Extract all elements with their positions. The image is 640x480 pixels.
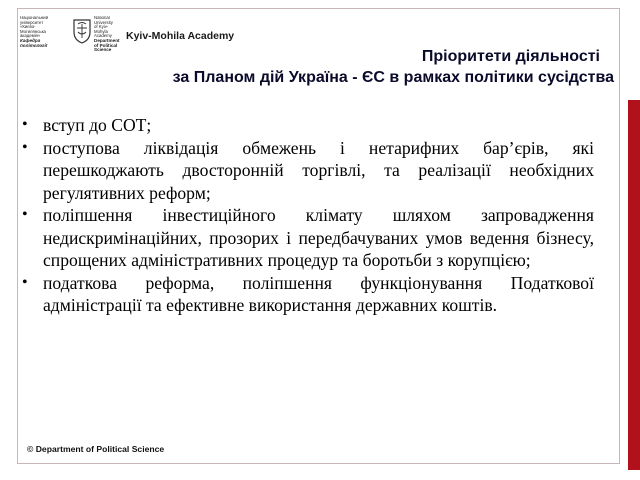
- list-item-text: поліпшення інвестиційного клімату шляхом запровадження недискримінаційних, прозорих і передбачуваних умов ведення бізнесу, спрощених адміністративних процедур та боротьби з корупцією;: [43, 205, 594, 270]
- list-item: [22, 137, 594, 205]
- logo-right-line: Academy: [94, 33, 112, 39]
- logo-right-dept: of Political: [94, 42, 118, 48]
- logo-left-line: Могилянська: [20, 28, 46, 34]
- title-line-1: Пріоритети діяльності: [421, 48, 600, 65]
- logo-left-line: Національний: [20, 16, 48, 20]
- bullet-icon: •: [22, 273, 28, 291]
- bullet-icon: •: [22, 116, 28, 133]
- bullet-icon: •: [22, 206, 28, 223]
- footer-copyright: © Department of Political Science: [27, 444, 165, 454]
- bullet-list-container: [22, 114, 594, 317]
- logo-right-line: of Kyiv-: [94, 24, 109, 30]
- logo-right-line: University: [94, 19, 113, 25]
- logo-right-dept: Science: [94, 47, 112, 53]
- logo-left-line: академія»: [20, 33, 41, 39]
- list-item: [22, 114, 594, 137]
- bullet-icon: •: [22, 138, 28, 156]
- logo-left-dept: політології: [20, 42, 48, 48]
- list-item-text: податкова реформа, поліпшення функціонування Податкової адміністрації та ефективне використання державних коштів.: [43, 272, 594, 315]
- list-item: [22, 272, 594, 317]
- list-item-text: поступова ліквідація обмежень і нетарифних бар’єрів, які перешкоджають двосторонній торгівлі, та реалізації необхідних регулятивних реформ;: [43, 137, 594, 203]
- crest-icon: [72, 18, 92, 44]
- accent-bar: [628, 100, 640, 470]
- logo-right-dept: Department: [94, 37, 120, 43]
- academy-name: Kyiv-Mohila Academy: [126, 30, 235, 42]
- title-line-2: за Планом дій Україна - ЄС в рамках політики сусідства: [172, 69, 614, 86]
- logo-right-line: National: [94, 16, 110, 20]
- logo-left-line: «Києво-: [20, 24, 36, 30]
- logo-left-line: університет: [20, 19, 44, 25]
- list-item: [22, 204, 594, 272]
- logo-left-dept: Кафедра: [20, 37, 41, 43]
- list-item-text: вступ до СОТ;: [43, 115, 152, 135]
- bullet-list: [22, 114, 594, 317]
- logo-right-line: Mohyla: [94, 28, 108, 34]
